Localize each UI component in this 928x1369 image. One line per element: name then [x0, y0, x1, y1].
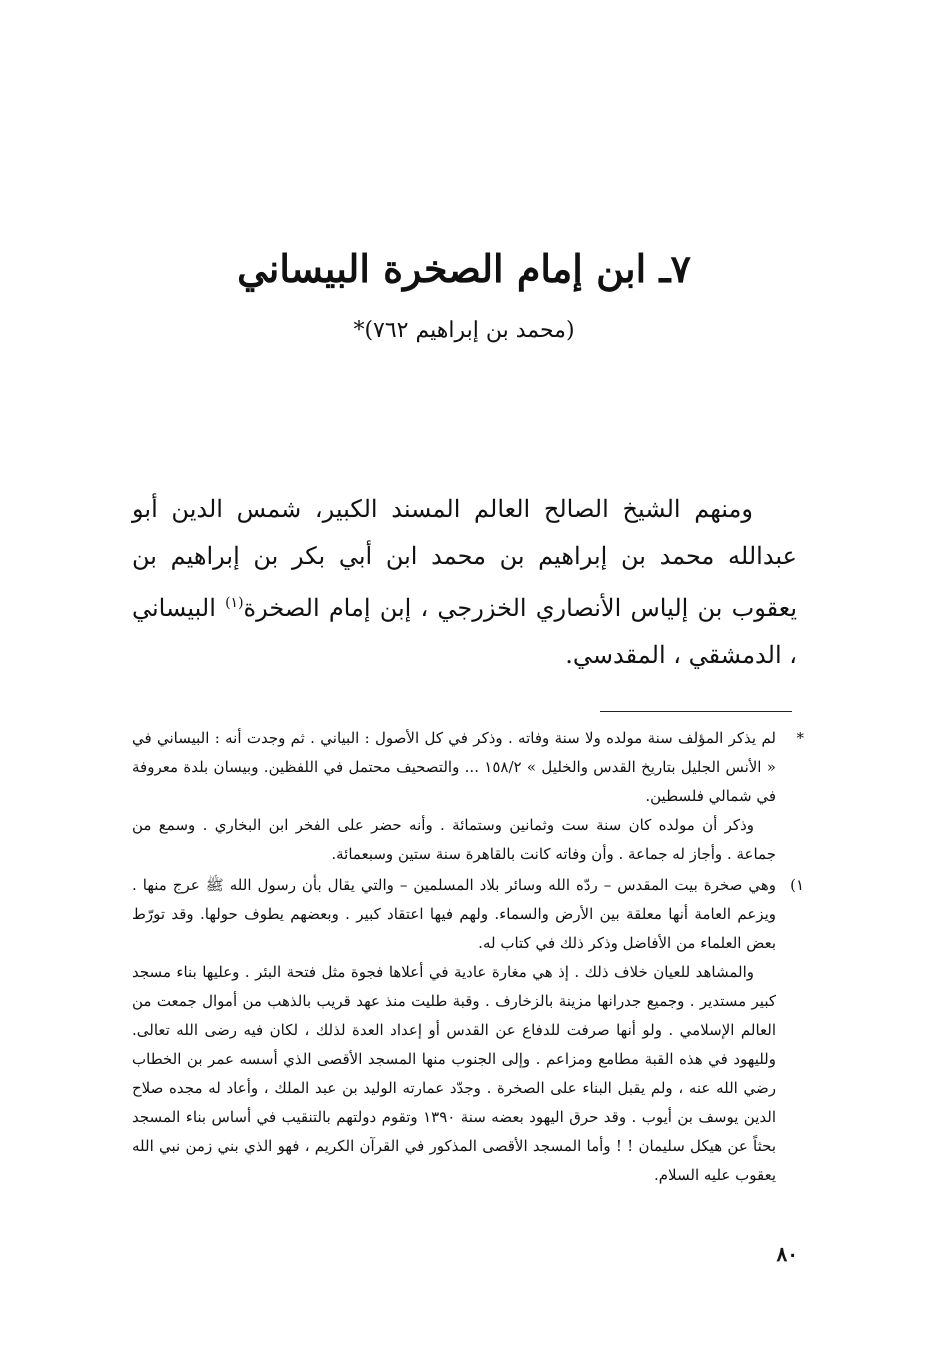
page-number: ٨٠: [776, 1242, 798, 1266]
chapter-subtitle: (محمد بن إبراهيم ٧٦٢)*: [353, 318, 575, 343]
footnote-star-mark: *: [796, 729, 804, 747]
footnote-star-body: [132, 724, 776, 869]
footnote-reference: (١): [225, 595, 244, 611]
main-paragraph-text: [132, 486, 797, 679]
footnotes: [132, 724, 804, 1192]
footnote-one-mark: ١): [790, 876, 804, 894]
footnote-one-body: [132, 871, 776, 1190]
main-paragraph-start: ومنهم الشيخ الصالح العالم المسند الكبير، شمس الدين أبو عبدالله محمد بن إبراهيم بن محمد ابن أبي بكر بن إبراهيم بن يعقوب بن إلياس الأنصاري الخزرجي ، إبن إمام الصخرة: [132, 495, 798, 622]
footnote-star-p2: وذكر أن مولده كان سنة ست وثمانين وستمائة . وأنه حضر على الفخر ابن البخاري . وسمع من جماعة . وأجاز له جماعة . وأن وفاته كانت بالقاهرة سنة ستين وسبعمائة.: [132, 816, 776, 863]
main-paragraph: [132, 486, 797, 679]
main-paragraph-end: البيساني ، الدمشقي ، المقدسي.: [132, 594, 797, 669]
footnote-one: [132, 871, 804, 1190]
footnote-star-p1: لم يذكر المؤلف سنة مولده ولا سنة وفاته . وذكر في كل الأصول : البياني . ثم وجدت أنه : البيساني في « الأنس الجليل بتاريخ القدس والخليل » ١٥٨/٢ ... والتصحيف محتمل في اللفظين. وبيسان بلدة معروفة في شمالي فلسطين.: [132, 729, 776, 805]
footnote-one-p2: والمشاهد للعيان خلاف ذلك . إذ هي مغارة عادية في أعلاها فجوة مثل فتحة البئر . وعليها بناء مسجد كبير مستدير . وجميع جدرانها مزينة بالزخارف . وقبة طليت منذ عهد قريب بالذهب من أموال جمعت من العالم الإسلامي . ولو أنها صرفت للدفاع عن القدس أو إعداد العدة لذلك ، لكان فيه رضى الله تعالى. ولليهود في هذه القبة مطامع ومزاعم . وإلى الجنوب منها المسجد الأقصى الذي أسسه عمر بن الخطاب رضي الله عنه ، ولم يقبل البناء على الصخرة . وجدّد عمارته الوليد بن عبد الملك ، وأعاد له مجده صلاح الدين يوسف بن أيوب . وقد حرق اليهود بعضه سنة ١٣٩٠ وتقوم دولتهم بالتنقيب في أساس بناء المسجد بحثاً عن هيكل سليمان ! ! وأما المسجد الأقصى المذكور في القرآن الكريم ، فهو الذي بني زمن نبي الله يعقوب عليه السلام.: [132, 963, 776, 1184]
footnote-divider: [600, 711, 792, 712]
footnote-star: [132, 724, 804, 869]
footnote-one-p1: وهي صخرة بيت المقدس – ردّه الله وسائر بلاد المسلمين – والتي يقال بأن رسول الله ﷺ عرج منها . ويزعم العامة أنها معلقة بين الأرض والسماء. ولهم فيها اعتقاد كبير . وبعضهم يطوف حولها. وقد تورّط بعض العلماء من الأفاضل وذكر ذلك في كتاب له.: [132, 876, 776, 952]
chapter-title: ٧ـ ابن إمام الصخرة البيساني: [237, 246, 691, 291]
